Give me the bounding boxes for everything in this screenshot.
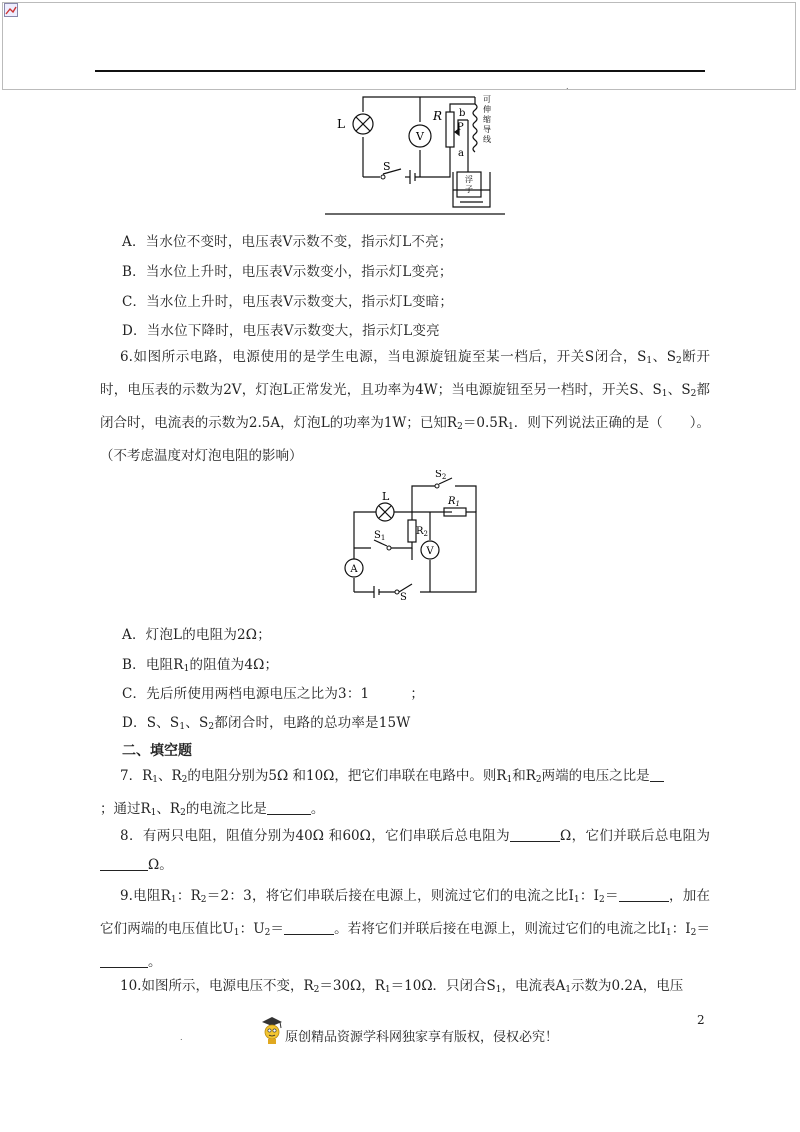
fig1-switch-label: S [383, 160, 391, 173]
question-6: 6.如图所示电路，电源使用的是学生电源，当电源旋钮旋至某一档后，开关S闭合，$S_1$、$S_2$断开时，电压表的示数为2V，灯泡L正常发光，且功率为4W；当电源旋钮至另一档时，开关S、$S_1$、$S_2$都闭合时，电流表的示数为2.5A，灯泡L的功率为1W；已知$R_2=0.5R_1$．则下列说法正确的是（ ）。（不考虑温度对灯泡电阻的影响） [100, 349, 711, 464]
footer-dot: . [180, 1033, 183, 1042]
fig1-wire-char: 缩 [483, 115, 491, 124]
fig2-r1-label: $R_1$ [448, 496, 460, 508]
answer-blank[interactable] [650, 767, 664, 782]
header-dot: . [566, 82, 569, 91]
fig1-voltmeter-label: V [416, 130, 424, 143]
fig2-s2-label: $S_2$ [435, 470, 447, 481]
fig2-ammeter-label: A [350, 564, 358, 575]
answer-blank[interactable] [100, 856, 148, 871]
fig1-slider-label: P [457, 122, 464, 133]
q6-option-c: C．先后所使用两档电源电压之比为3：1 ； [122, 686, 425, 702]
answer-blank[interactable] [619, 887, 669, 902]
fig1-wire-char: 线 [483, 135, 491, 144]
question-9: 9.电阻$R_1$：$R_2=2$：3，将它们串联后接在电源上，则流过它们的电流之比$I_1$：$I_2=$ ，加在它们两端的电压值比$U_1$：$U_2=$ 。若将它们并联后接在电源上，则流过它们的电流之比$I_1$：$I_2=$。 [100, 888, 711, 970]
fig1-lamp-label: L [337, 117, 345, 131]
fig1-wire-char: 伸 [483, 105, 491, 114]
water-level-circuit-figure [325, 92, 505, 217]
fig1-wire-char: 可 [483, 95, 491, 104]
fig1-wire-char: 导 [483, 125, 491, 134]
fig1-float-char: 浮 [465, 175, 473, 184]
q6-circuit-figure [340, 470, 490, 600]
fig1-terminal-b: b [459, 108, 466, 119]
question-10: 10.如图所示，电源电压不变，$R_2=30\Omega$，$R_1=10\Omega$．只闭合$S_1$，电流表$A_1$示数为0.2A，电压 [120, 978, 684, 995]
q6-option-b: B．电阻$R_1$的阻值为4Ω； [122, 657, 279, 674]
question-7: 7．$R_1$、$R_2$的电阻分别为5Ω 和10Ω，把它们串联在电路中。则$R_1$和$R_2$两端的电压之比是 ；通过$R_1$、$R_2$的电流之比是 。 [100, 762, 710, 828]
fig2-lamp-label: L [382, 490, 390, 503]
fig1-terminal-a: a [458, 148, 464, 159]
q5-option-d: D．当水位下降时，电压表V示数变大，指示灯L变亮 [122, 323, 440, 339]
fig1-resistor-label: R [433, 109, 443, 123]
header-frame [2, 2, 796, 90]
page-number: 2 [697, 1013, 705, 1027]
footer-copyright: 原创精品资源学科网独家享有版权，侵权必究！ [285, 1030, 559, 1045]
fig1-float-char: 子 [465, 185, 473, 194]
mascot-logo-icon [260, 1015, 284, 1045]
answer-blank[interactable] [267, 800, 311, 815]
answer-blank[interactable] [510, 827, 560, 842]
fig2-s1-label: $S_1$ [374, 530, 386, 542]
q5-option-c: C．当水位上升时，电压表V示数变大，指示灯L变暗； [122, 294, 454, 310]
q5-option-b: B．当水位上升时，电压表V示数变小，指示灯L变亮； [122, 264, 453, 280]
header-rule [95, 70, 705, 72]
section-heading: 二、填空题 [122, 743, 192, 759]
broken-image-icon [4, 3, 18, 17]
question-8: 8．有两只电阻，阻值分别为40Ω 和60Ω，它们串联后总电阻为 Ω，它们并联后总电阻为Ω。 [100, 822, 710, 880]
answer-blank[interactable] [100, 953, 148, 968]
fig2-r2-label: $R_2$ [416, 526, 428, 538]
fig2-switch-label: S [400, 592, 407, 600]
q6-option-d: D．S、$S_1$、$S_2$都闭合时，电路的总功率是15W [122, 715, 411, 732]
fig2-voltmeter-label: V [426, 546, 434, 557]
answer-blank[interactable] [284, 920, 334, 935]
q5-option-a: A．当水位不变时，电压表V示数不变，指示灯L不亮； [122, 234, 453, 250]
q6-option-a: A．灯泡L的电阻为2Ω； [122, 627, 271, 643]
